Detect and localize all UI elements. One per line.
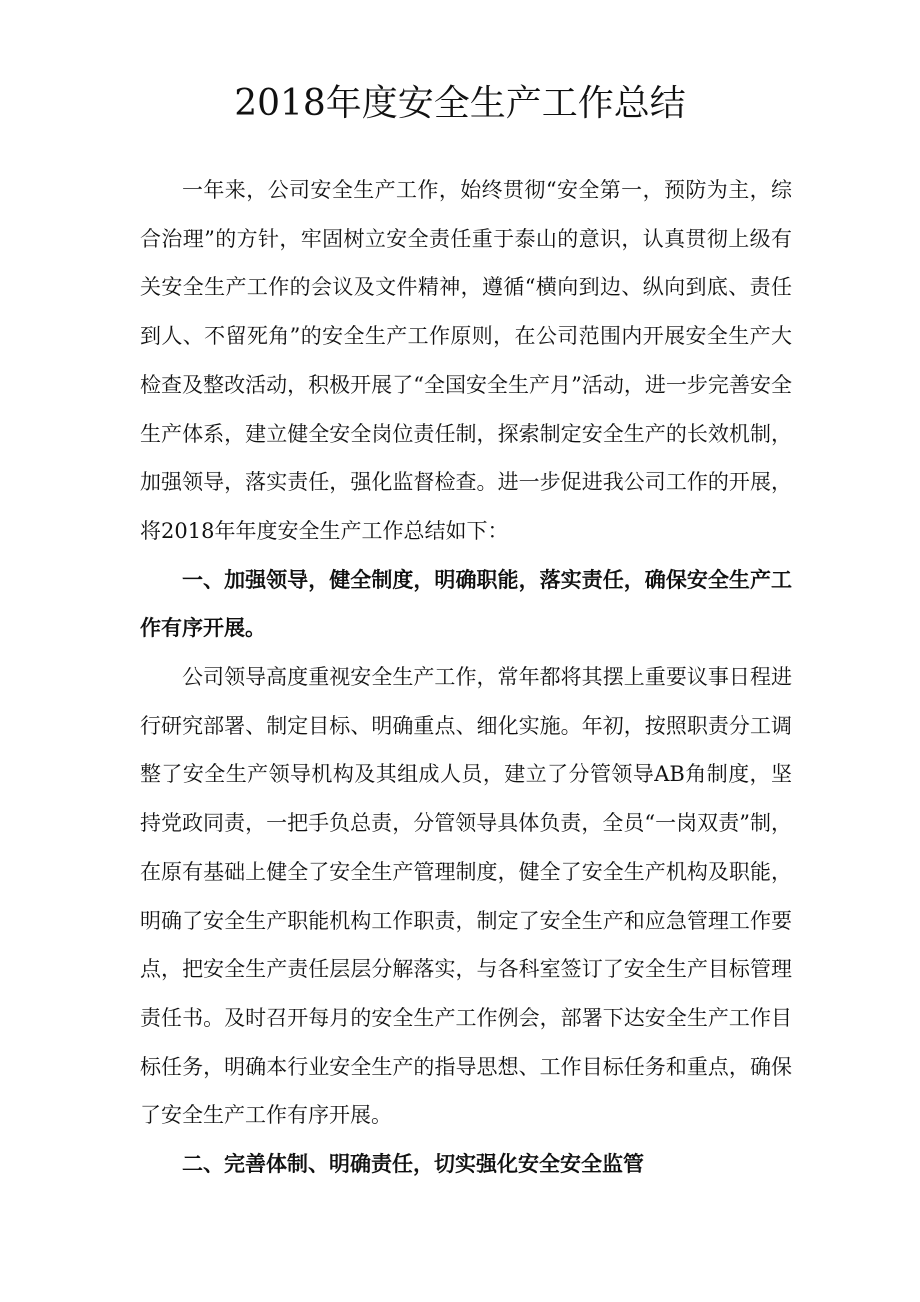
section-1-paragraph: 公司领导高度重视安全生产工作，常年都将其摆上重要议事日程进行研究部署、制定目标、明确重点、细化实施。年初，按照职责分工调整了安全生产领导机构及其组成人员，建立了分管领导AB角制度，坚持党政同责，一把手负总责，分管领导具体负责，全员“一岗双责”制，在原有基础上健全了安全生产管理制度，健全了安全生产机构及职能，明确了安全生产职能机构工作职责，制定了安全生产和应急管理工作要点，把安全生产责任层层分解落实，与各科室签订了安全生产目标管理责任书。及时召开每月的安全生产工作例会，部署下达安全生产工作目标任务，明确本行业安全生产的指导思想、工作目标任务和重点，确保了安全生产工作有序开展。 <box>140 665 792 1128</box>
section-heading-1: 一、加强领导，健全制度，明确职能，落实责任，确保安全生产工作有序开展。 <box>140 566 792 641</box>
document-body <box>140 166 792 1189</box>
document-title: 2018年度安全生产工作总结 <box>234 83 686 124</box>
section-heading-2: 二、完善体制、明确责任，切实强化安全安全监管 <box>182 1151 644 1177</box>
intro-paragraph: 一年来，公司安全生产工作，始终贯彻“安全第一，预防为主，综合治理”的方针，牢固树立安全责任重于泰山的意识，认真贯彻上级有关安全生产工作的会议及文件精神，遵循“横向到边、纵向到底、责任到人、不留死角”的安全生产工作原则，在公司范围内开展安全生产大检查及整改活动，积极开展了“全国安全生产月”活动，进一步完善安全生产体系，建立健全安全岗位责任制，探索制定安全生产的长效机制，加强领导，落实责任，强化监督检查。进一步促进我公司工作的开展，将2018年年度安全生产工作总结如下： <box>140 178 792 543</box>
